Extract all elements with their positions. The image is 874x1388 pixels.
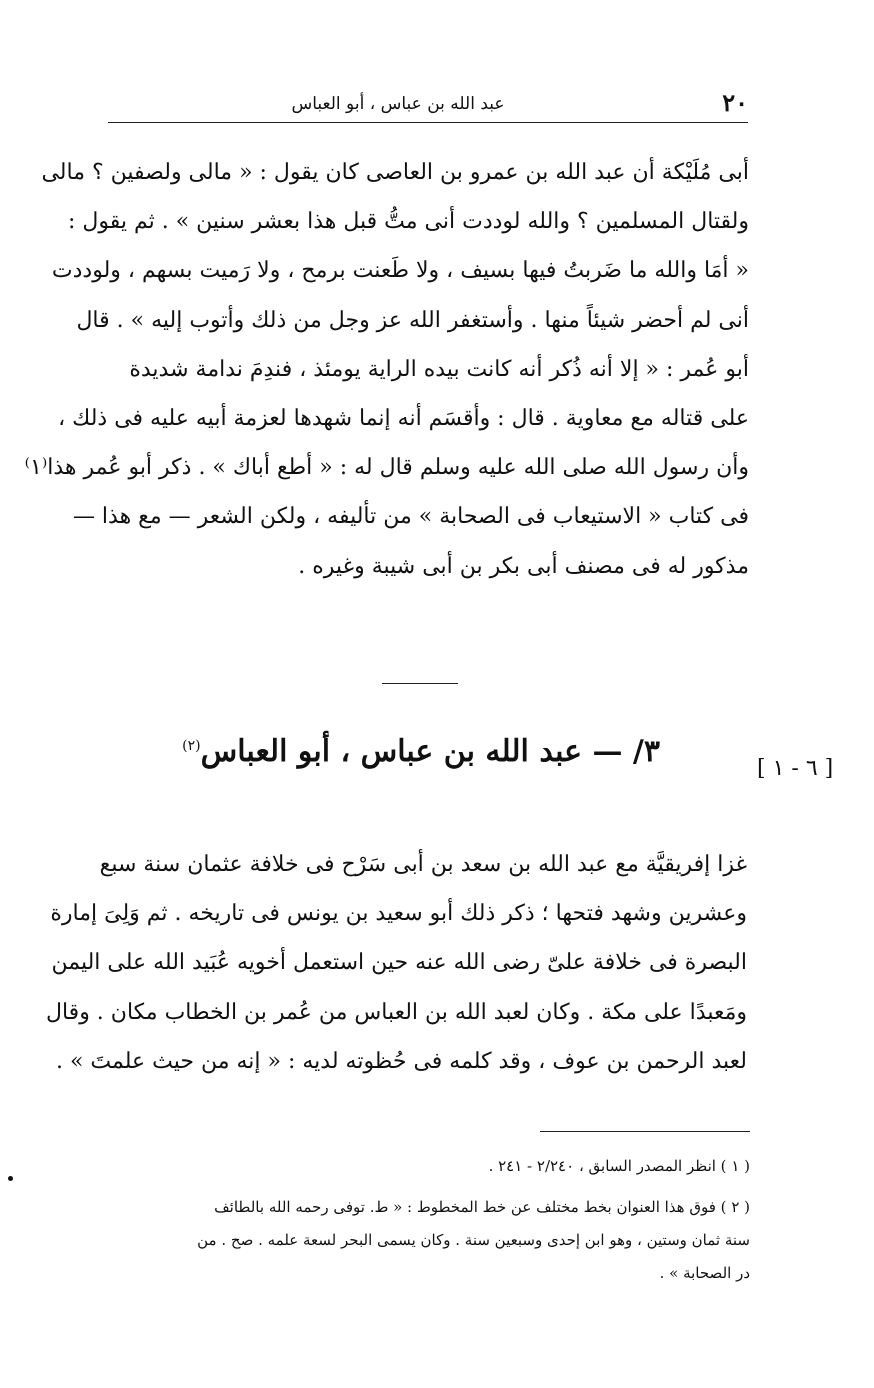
footnote-rule — [540, 1131, 750, 1132]
paragraph-2 — [45, 840, 747, 1086]
text-line: أبو عُمر : « إلا أنه ذُكر أنه كانت بيده الراية يومئذ ، فندِمَ ندامة شديدة — [129, 356, 749, 382]
footnote-2-line: ( ٢ ) فوق هذا العنوان بخط مختلف عن خط المخطوط : « ط. توفى رحمه الله بالطائف — [214, 1198, 750, 1216]
text-line: البصرة فى خلافة علىّ رضى الله عنه حين استعمل أخويه عُبَيد الله على اليمن — [51, 950, 747, 976]
footnote-2-line: سنة ثمان وستين ، وهو ابن إحدى وسبعين سنة . وكان يسمى البحر لسعة علمه . صح . من — [197, 1231, 750, 1249]
footnotes — [95, 1150, 750, 1290]
footnote-marker: (٢) — [182, 738, 201, 754]
stray-ink-dot — [8, 1176, 13, 1181]
margin-reference: [ ٦ - ١ ] — [757, 756, 834, 781]
header-rule — [108, 122, 748, 123]
footnote-1: ( ١ ) انظر المصدر السابق ، ٢/٢٤٠ - ٢٤١ . — [488, 1157, 750, 1175]
text-line: وعشرين وشهد فتحها ؛ ذكر ذلك أبو سعيد بن يونس فى تاريخه . ثم وَلِىَ إمارة — [50, 901, 747, 927]
paragraph-1 — [24, 148, 749, 591]
text-line: لعبد الرحمن بن عوف ، وقد كلمه فى حُظوته لديه : « إنه من حيث علمتَ » . — [55, 1048, 747, 1074]
footnote-2-line: در الصحابة » . — [659, 1264, 750, 1282]
text-line: أنى لم أحضر شيئاً منها . وأستغفر الله عز وجل من ذلك وأتوب إليه » . قال — [76, 307, 749, 333]
text-line: ولقتال المسلمين ؟ والله لوددت أنى متُّ قبل هذا بعشر سنين » . ثم يقول : — [67, 209, 749, 235]
text-line: ومَعبدًا على مكة . وكان لعبد الله بن العباس من عُمر بن الخطاب مكان . وقال — [45, 999, 747, 1025]
text-line: فى كتاب « الاستيعاب فى الصحابة » من تأليفه ، ولكن الشعر — مع هذا — — [72, 504, 749, 530]
section-heading — [182, 734, 660, 769]
text-line: على قتاله مع معاوية . قال : وأقسَم أنه إنما شهدها لعزمة أبيه عليه فى ذلك ، — [58, 405, 749, 431]
text-line: أبى مُلَيْكة أن عبد الله بن عمرو بن العاصى كان يقول : « مالى ولصفين ؟ مالى — [41, 160, 749, 185]
text-line: مذكور له فى مصنف أبى بكر بن أبى شيبة وغيره . — [298, 553, 749, 579]
text-line: « أمَا والله ما ضَربتُ فيها بسيف ، ولا طَعنت برمح ، ولا رَميت بسهم ، ولوددت — [51, 258, 749, 284]
page-number: ٢٠ — [722, 88, 748, 117]
section-title: ٣/ — عبد الله بن عباس ، أبو العباس — [200, 734, 660, 769]
page-header — [108, 88, 748, 122]
running-title: عبد الله بن عباس ، أبو العباس — [291, 94, 505, 114]
section-separator — [382, 683, 458, 684]
text-line: وأن رسول الله صلى الله عليه وسلم قال له : « أطع أباك » . ذكر أبو عُمر هذا⁽١⁾ — [24, 455, 749, 481]
text-line: غزا إفريقيَّة مع عبد الله بن سعد بن أبى سَرْح فى خلافة عثمان سنة سبع — [99, 852, 747, 877]
